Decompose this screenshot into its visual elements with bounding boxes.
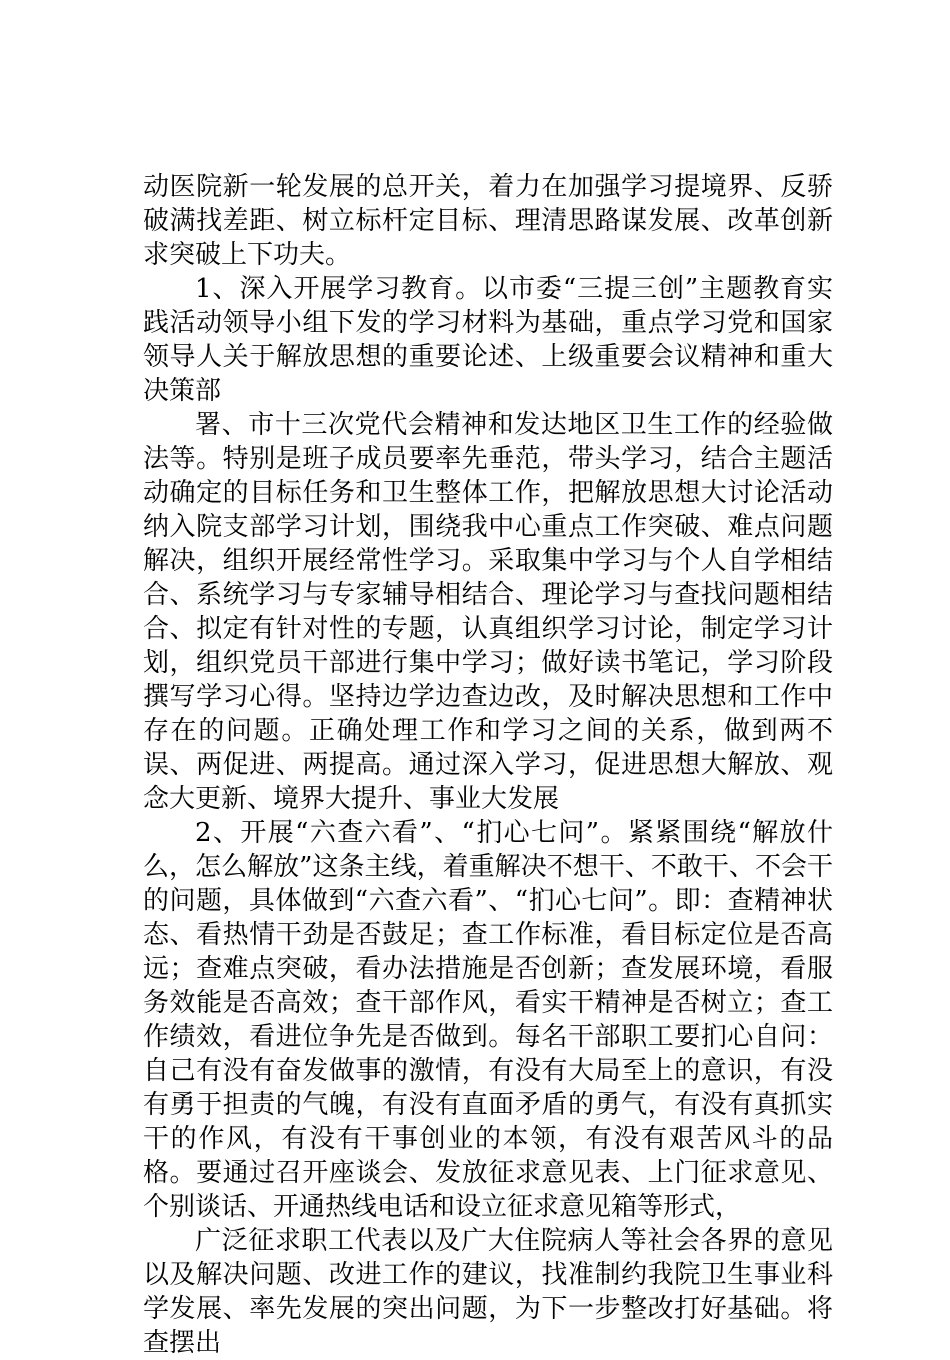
paragraph-solicit-opinions: 广泛征求职工代表以及广大住院病人等社会各界的意见以及解决问题、改进工作的建议，找准制约我院卫生事业科学发展、率先发展的突出问题，为下一步整改打好基础。将查摆出 [143, 1226, 833, 1358]
paragraph-study-details: 署、市十三次党代会精神和发达地区卫生工作的经验做法等。特别是班子成员要率先垂范，带头学习，结合主题活动确定的目标任务和卫生整体工作，把解放思想大讨论活动纳入院支部学习计划，围绕我中心重点工作突破、难点问题解决，组织开展经常性学习。采取集中学习与个人自学相结合、系统学习与专家辅导相结合、理论学习与查找问题相结合、拟定有针对性的专题，认真组织学习讨论，制定学习计划，组织党员干部进行集中学习；做好读书笔记，学习阶段撰写学习心得。坚持边学边查边改，及时解决思想和工作中存在的问题。正确处理工作和学习之间的关系，做到两不误、两促进、两提高。通过深入学习，促进思想大解放、观念大更新、境界大提升、事业大发展 [143, 410, 833, 814]
paragraph-intro-continuation: 动医院新一轮发展的总开关，着力在加强学习提境界、反骄破满找差距、树立标杆定目标、理清思路谋发展、改革创新求突破上下功夫。 [143, 172, 833, 270]
paragraph-study-education: 1、深入开展学习教育。以市委“三提三创”主题教育实践活动领导小组下发的学习材料为基础，重点学习党和国家领导人关于解放思想的重要论述、上级重要会议精神和重大决策部 [143, 274, 833, 406]
document-body [143, 170, 833, 1360]
paragraph-six-checks: 2、开展“六查六看”、“扪心七问”。紧紧围绕“解放什么，怎么解放”这条主线，着重解决不想干、不敢干、不会干的问题，具体做到“六查六看”、“扪心七问”。即：查精神状态、看热情干劲是否鼓足；查工作标准，看目标定位是否高远；查难点突破，看办法措施是否创新；查发展环境，看服务效能是否高效；查干部作风，看实干精神是否树立；查工作绩效，看进位争先是否做到。每名干部职工要扪心自问：自己有没有奋发做事的激情，有没有大局至上的意识，有没有勇于担责的气魄，有没有直面矛盾的勇气，有没有真抓实干的作风，有没有干事创业的本领，有没有艰苦风斗的品格。要通过召开座谈会、发放征求意见表、上门征求意见、个别谈话、开通热线电话和设立征求意见箱等形式， [143, 818, 833, 1222]
